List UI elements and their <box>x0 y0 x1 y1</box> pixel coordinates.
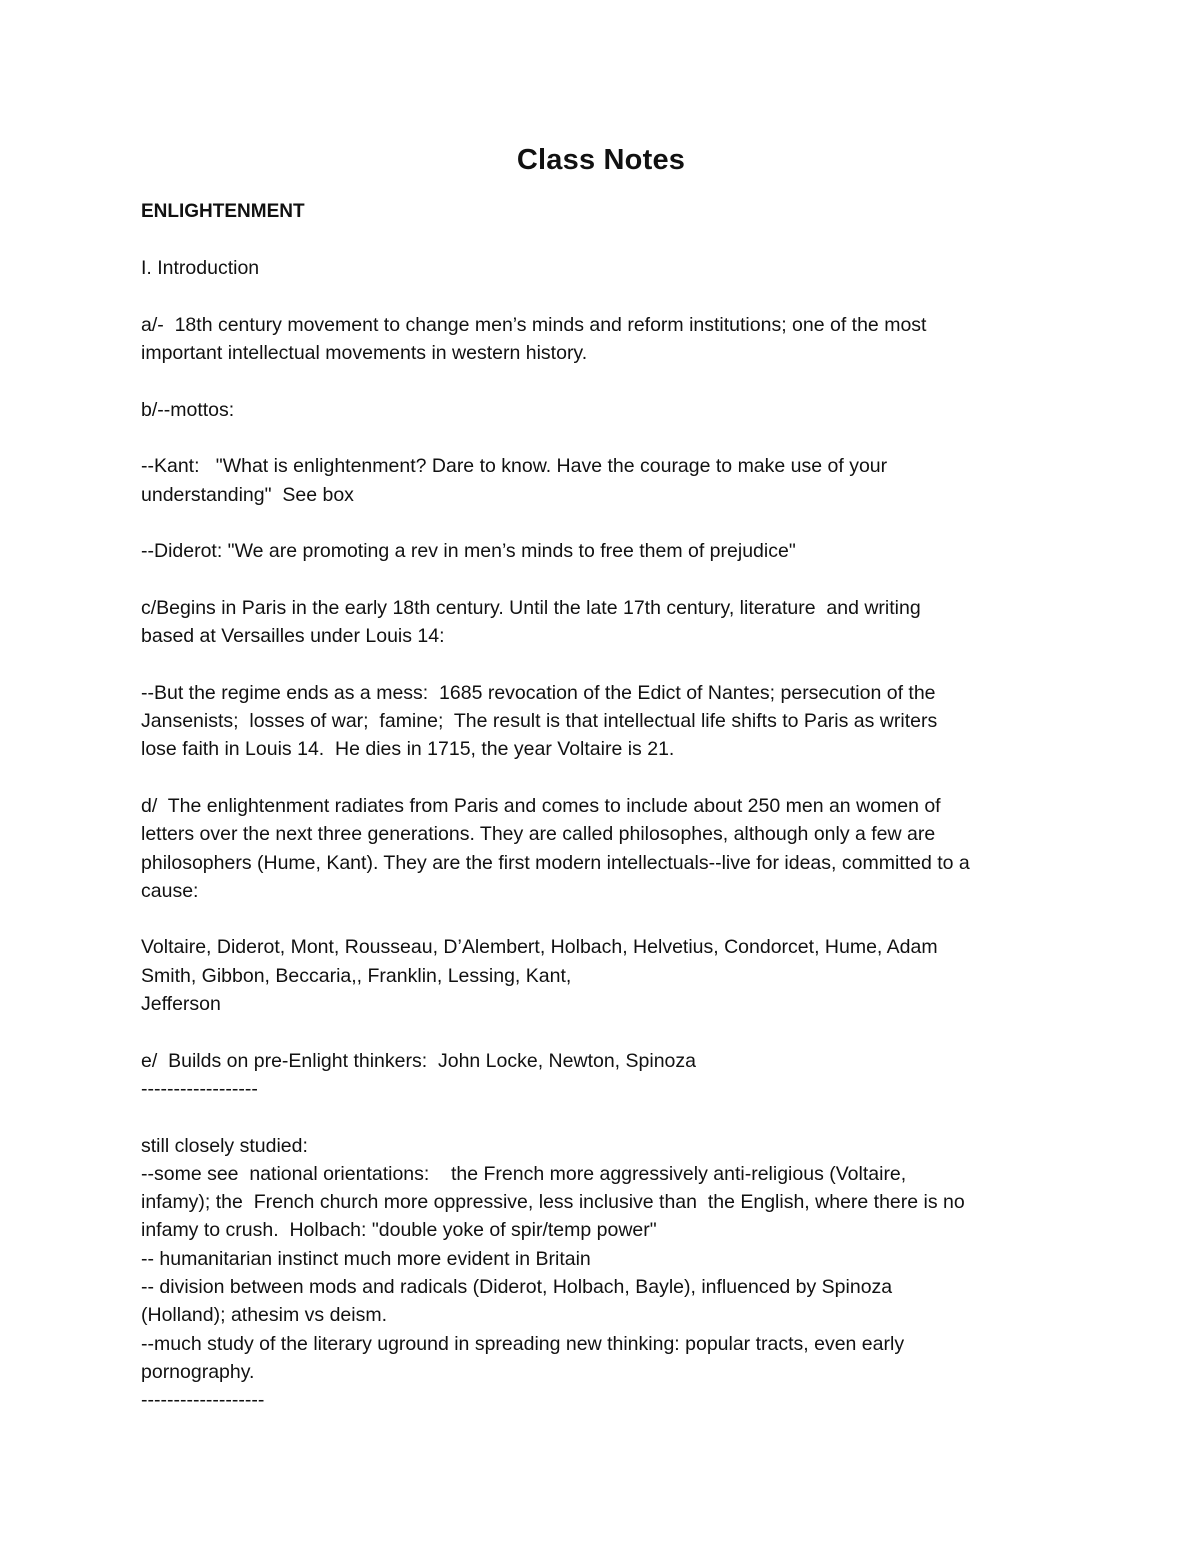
spacer <box>141 1018 1061 1046</box>
point-a-line: important intellectual movements in western history. <box>141 342 588 365</box>
studied-line: infamy); the French church more oppressive, less inclusive than the English, where there is no <box>141 1191 965 1214</box>
point-c-line: c/Begins in Paris in the early 18th century. Until the late 17th century, literature and writing <box>141 596 921 619</box>
document-page <box>141 138 1061 1414</box>
spacer <box>141 764 1061 792</box>
spacer <box>141 1103 1061 1131</box>
spacer <box>141 367 1061 395</box>
point-e-line: e/ Builds on pre-Enlight thinkers: John Locke, Newton, Spinoza <box>141 1049 696 1072</box>
spacer <box>141 566 1061 594</box>
dash-rule: ------------------- <box>141 1389 265 1412</box>
studied-line: -- humanitarian instinct much more evident in Britain <box>141 1247 591 1270</box>
spacer <box>141 509 1061 537</box>
intro-line: I. Introduction <box>141 257 260 280</box>
point-a-line: a/- 18th century movement to change men’s minds and reform institutions; one of the most <box>141 313 927 336</box>
regime-line: Jansenists; losses of war; famine; The result is that intellectual life shifts to Paris as writers <box>141 710 938 733</box>
spacer <box>141 905 1061 933</box>
spacer <box>141 226 1061 254</box>
studied-line: -- division between mods and radicals (Diderot, Holbach, Bayle), influenced by Spinoza <box>141 1275 893 1298</box>
spacer <box>141 283 1061 311</box>
point-d-line: d/ The enlightenment radiates from Paris and comes to include about 250 men an women of <box>141 794 941 817</box>
studied-line: infamy to crush. Holbach: "double yoke of spir/temp power" <box>141 1219 657 1242</box>
spacer <box>141 650 1061 678</box>
studied-line: (Holland); athesim vs deism. <box>141 1304 387 1327</box>
regime-line: --But the regime ends as a mess: 1685 revocation of the Edict of Nantes; persecution of the <box>141 681 936 704</box>
point-b-line: b/--mottos: <box>141 398 235 421</box>
section-heading: ENLIGHTENMENT <box>141 201 305 222</box>
point-d-line: philosophers (Hume, Kant). They are the first modern intellectuals--live for ideas, committed to a <box>141 851 970 874</box>
kant-quote-line: --Kant: "What is enlightenment? Dare to know. Have the courage to make use of your <box>141 455 888 478</box>
kant-quote-line: understanding" See box <box>141 483 354 506</box>
spacer <box>141 424 1061 452</box>
studied-heading: still closely studied: <box>141 1134 308 1157</box>
studied-line: pornography. <box>141 1360 255 1383</box>
point-c-line: based at Versailles under Louis 14: <box>141 625 445 648</box>
names-line: Jefferson <box>141 993 221 1016</box>
names-line: Smith, Gibbon, Beccaria,, Franklin, Lessing, Kant, <box>141 964 572 987</box>
page-title: Class Notes <box>516 144 686 176</box>
regime-line: lose faith in Louis 14. He dies in 1715, the year Voltaire is 21. <box>141 738 675 761</box>
dash-rule: ------------------ <box>141 1077 258 1100</box>
names-line: Voltaire, Diderot, Mont, Rousseau, D’Alembert, Holbach, Helvetius, Condorcet, Hume, Adam <box>141 936 938 959</box>
studied-line: --much study of the literary uground in spreading new thinking: popular tracts, even early <box>141 1332 905 1355</box>
point-d-line: letters over the next three generations. They are called philosophes, although only a few are <box>141 823 936 846</box>
diderot-quote-line: --Diderot: "We are promoting a rev in men’s minds to free them of prejudice" <box>141 540 796 563</box>
point-d-line: cause: <box>141 879 199 902</box>
studied-line: --some see national orientations: the French more aggressively anti-religious (Voltaire, <box>141 1162 907 1185</box>
